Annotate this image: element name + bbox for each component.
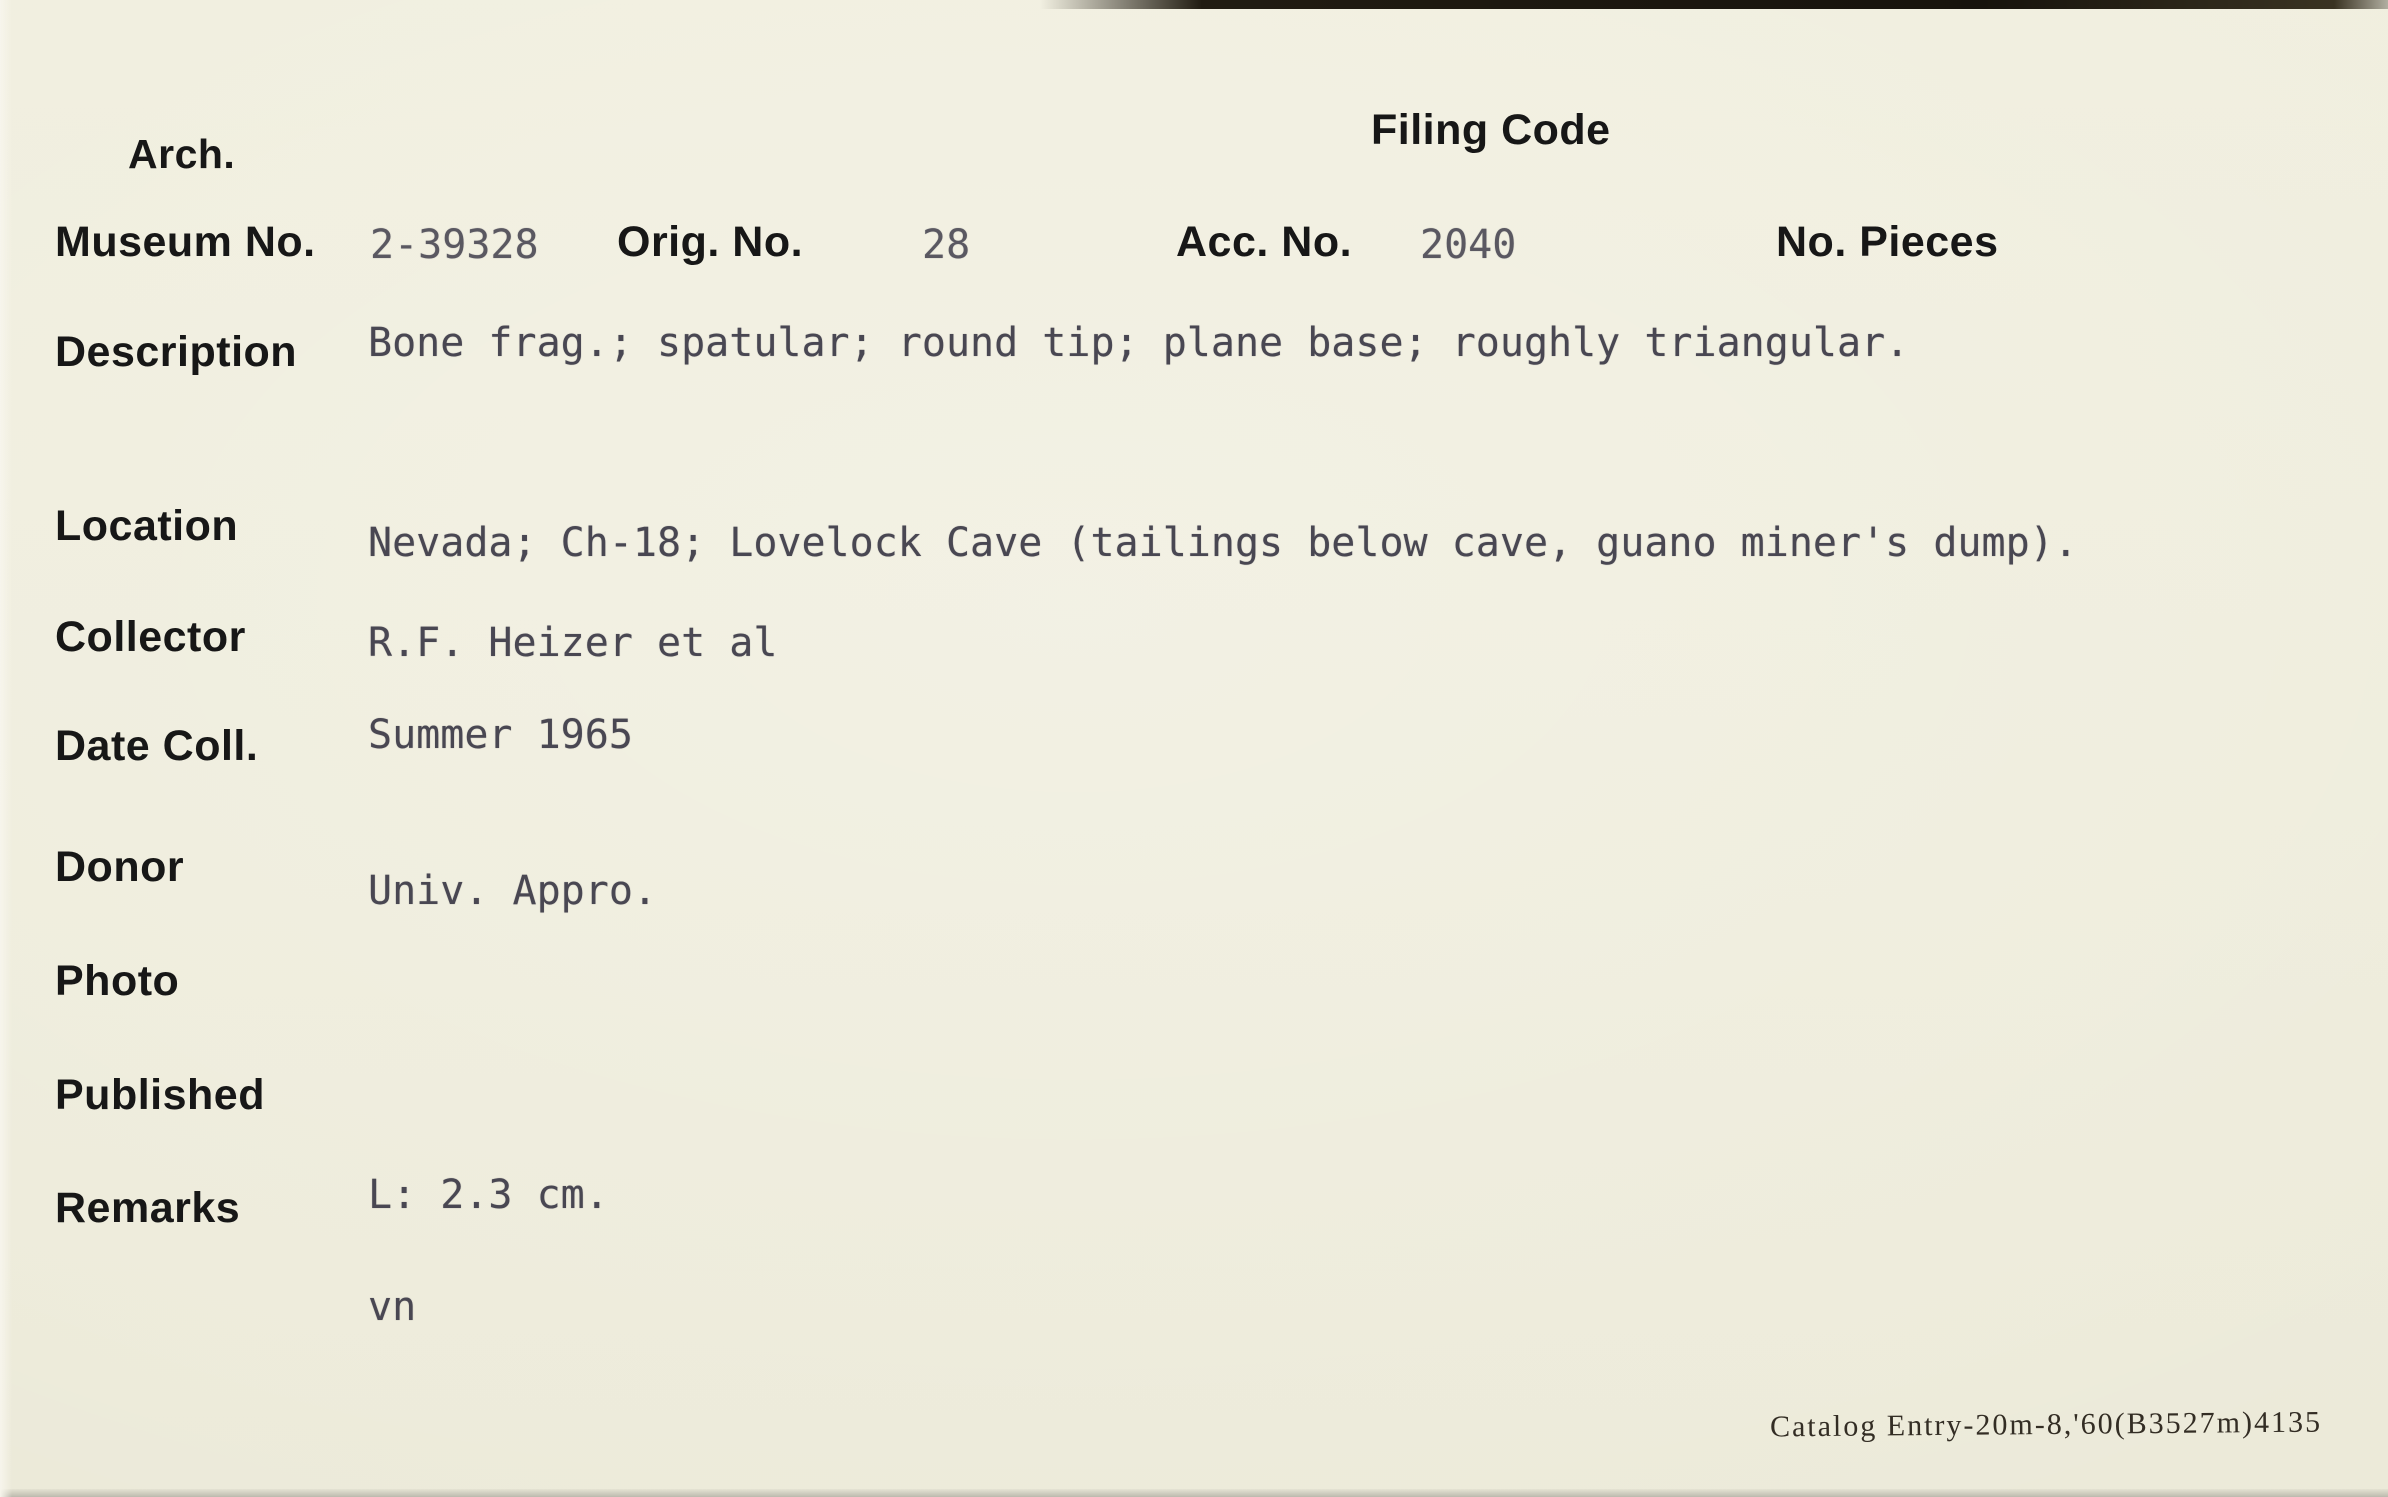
description-value: Bone frag.; spatular; round tip; plane base; roughly triangular. [368,320,1910,366]
location-value: Nevada; Ch-18; Lovelock Cave (tailings below cave, guano miner's dump). [368,520,2078,566]
orig-no-value: 28 [922,222,971,268]
published-label: Published [55,1071,265,1119]
scan-edge-left [0,0,12,1497]
orig-no-label: Orig. No. [617,218,804,266]
collector-label: Collector [55,613,246,661]
scan-edge-bottom [0,1489,2388,1497]
donor-label: Donor [55,843,185,891]
remarks-label: Remarks [55,1184,241,1232]
acc-no-label: Acc. No. [1176,218,1353,266]
filing-code-label: Filing Code [1371,106,1611,154]
remarks-value: L: 2.3 cm. [368,1172,609,1218]
scan-edge-top [1040,0,2388,9]
description-label: Description [55,328,298,376]
location-label: Location [55,502,239,550]
collector-value: R.F. Heizer et al [368,620,778,666]
museum-no-label: Museum No. [55,218,316,266]
catalog-print-code: Catalog Entry-20m-8,'60(B3527m)4135 [1769,1405,2323,1444]
cataloguer-initials: vn [368,1284,417,1330]
donor-value: Univ. Appro. [368,868,657,914]
classification-label: Arch. [128,131,236,177]
date-coll-label: Date Coll. [55,722,259,770]
date-coll-value: Summer 1965 [368,712,633,758]
photo-label: Photo [55,957,180,1005]
museum-no-value: 2-39328 [370,222,539,268]
acc-no-value: 2040 [1420,222,1517,268]
no-pieces-label: No. Pieces [1776,218,1999,266]
